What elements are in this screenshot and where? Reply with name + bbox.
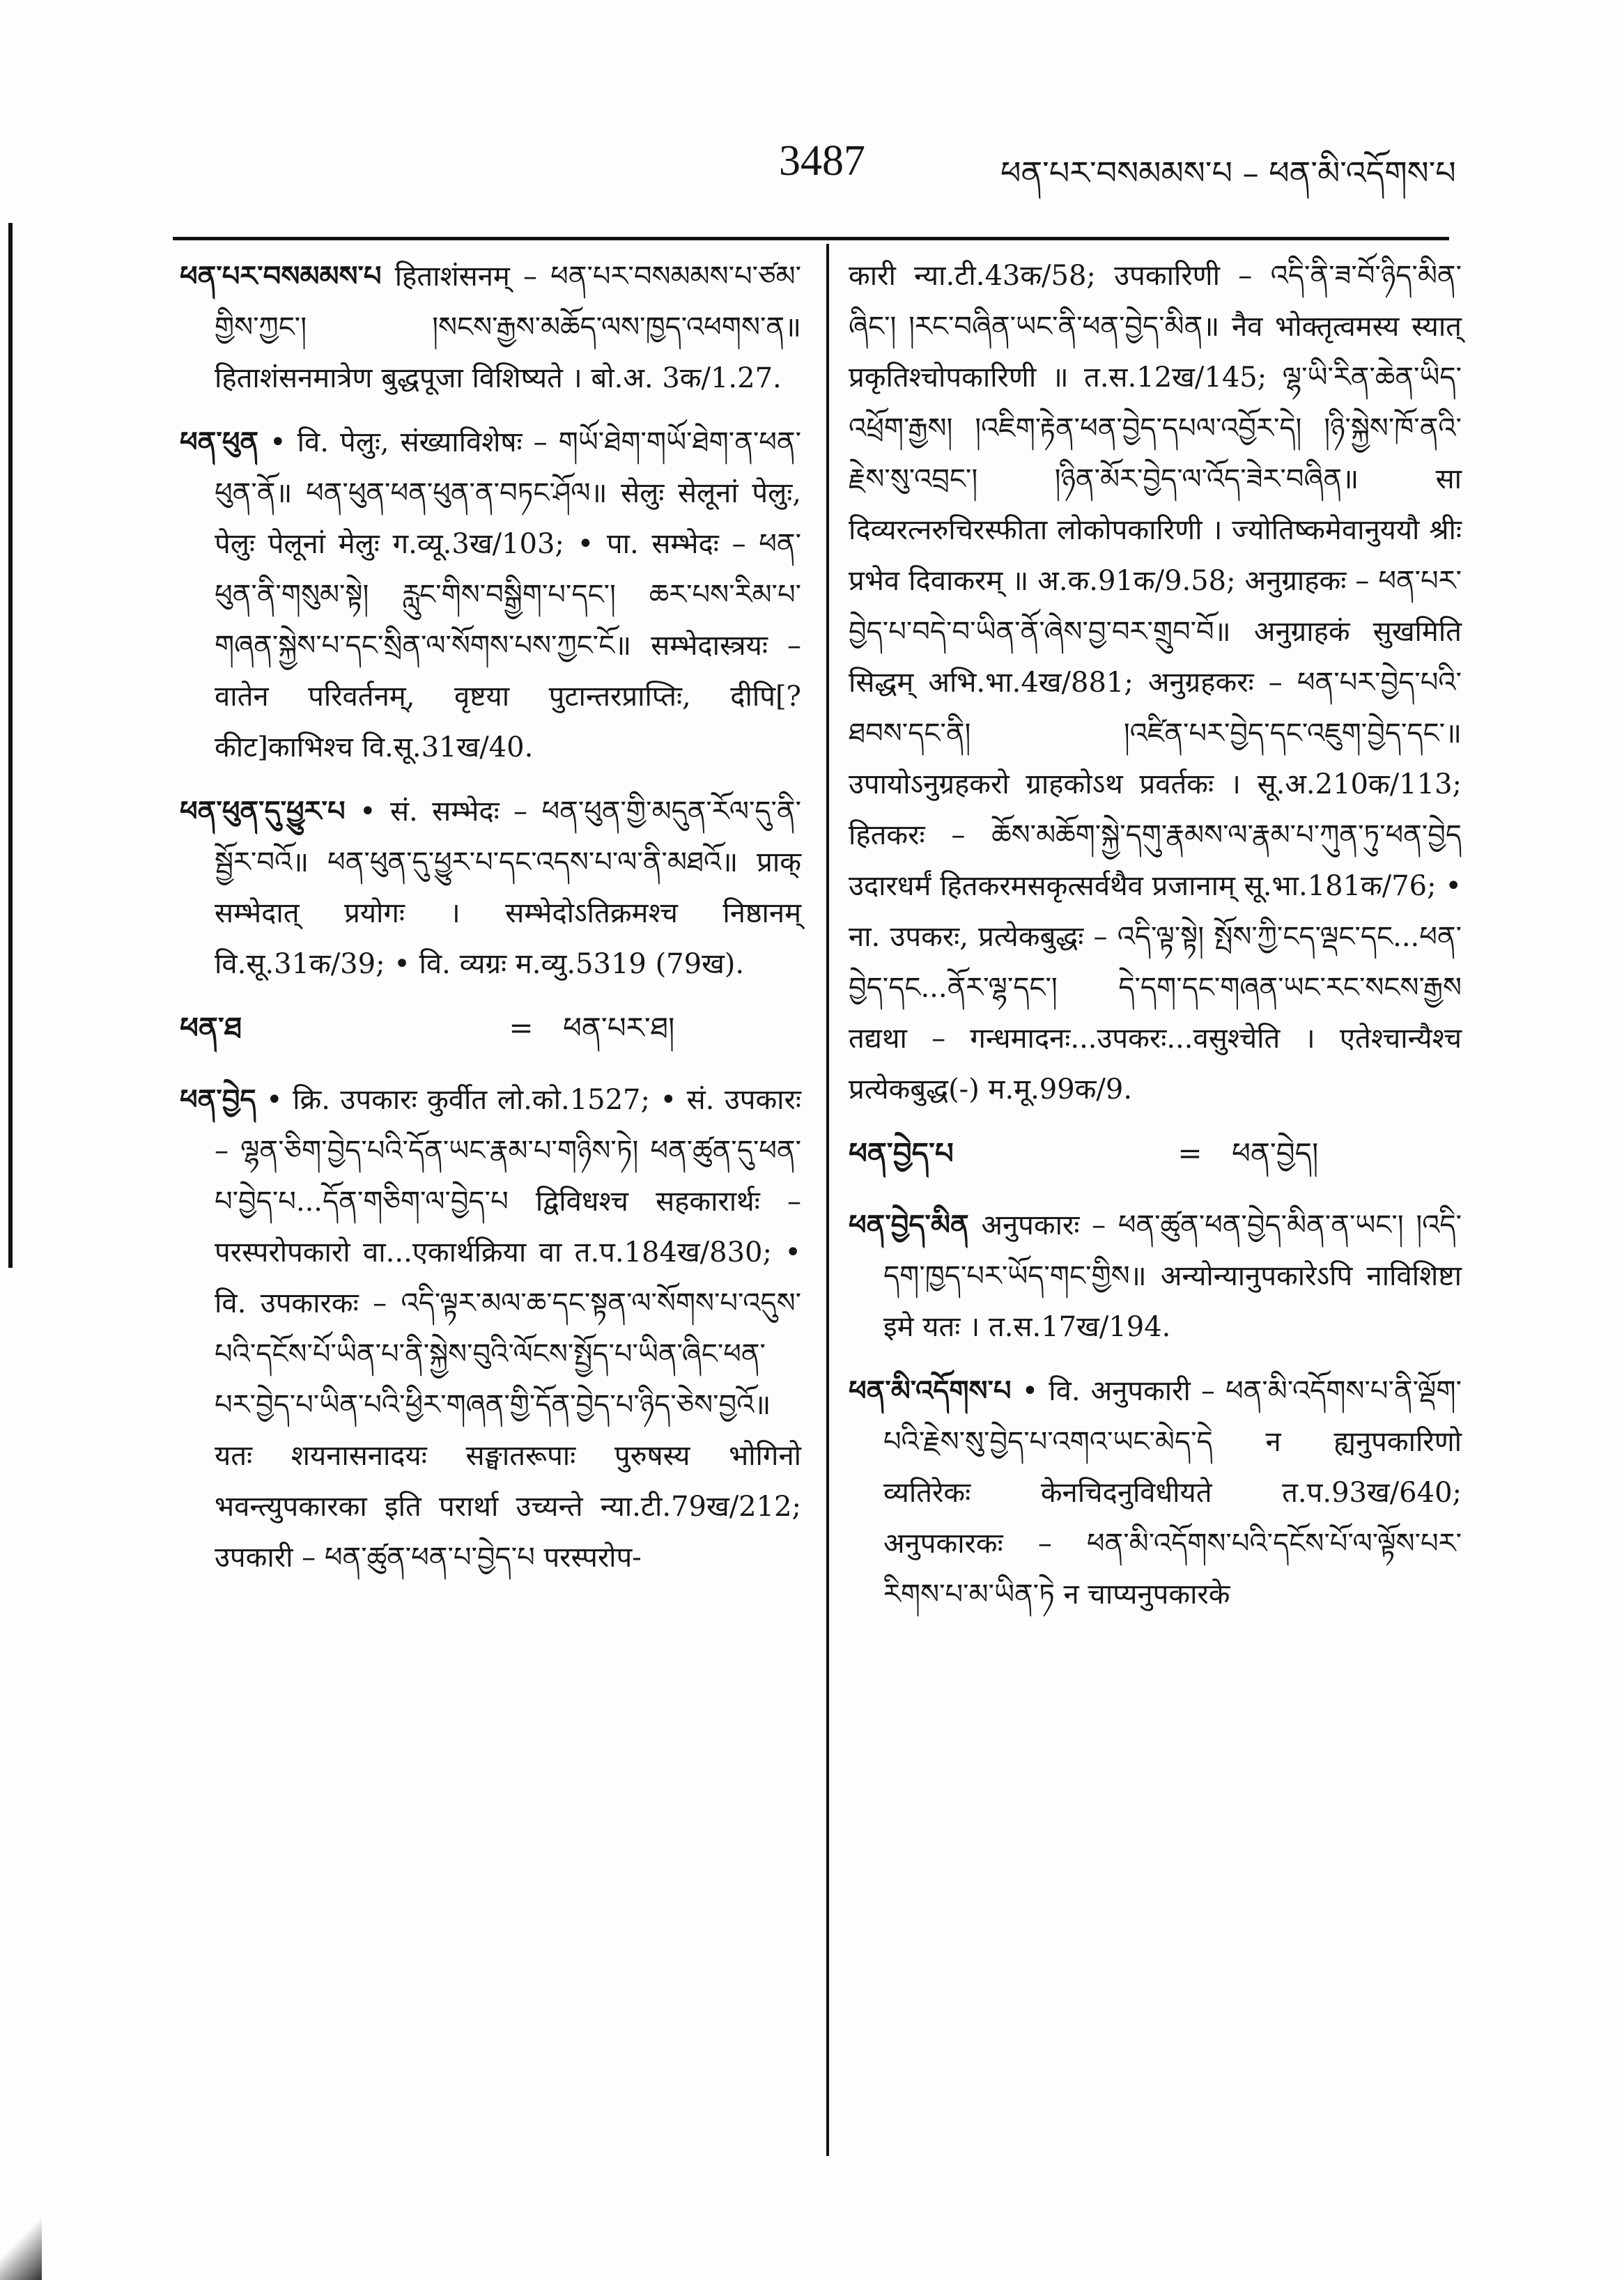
entry-body: • क्रि. उपकारः कुर्वीत लो.को.1527; • सं. उपकारः – ལྷན་ཅིག་བྱེད་པའི་དོན་ཡང་རྣམ་པ་གཉིས་ཏེ། ཕན་ཚུན་དུ་ཕན་པ་བྱེད་པ...དོན་གཅིག་ལ་བྱེད་པ द्विविधश्च सहकारार्थः – परस्परोपकारो वा...एकार्थक्रिया वा त.प.184ख/830; • वि. उपकारकः – འདི་ལྟར་མལ་ཆ་དང་སྟན་ལ་སོགས་པ་འདུས་པའི་དངོས་པོ་ཡིན་པ་ནི་སྐྱེས་བུའི་ལོངས་སྤྱོད་པ་ཡིན་ཞིང་ཕན་པར་བྱེད་པ་ཡིན་པའི་ཕྱིར་གཞན་གྱི་དོན་བྱེད་པ་ཉིད་ཅེས་བྱའོ॥ यतः शयनासनादयः सङ्घातरूपाः पुरुषस्य भोगिनो भवन्त्युपकारका इति परार्था उच्यन्ते न्या.टी.79ख/212; उपकारी – ཕན་ཚུན་ཕན་པ་བྱེད་པ परस्परोप-: [215, 1084, 801, 1574]
cross-reference-target: ཕན་བྱེད།: [1232, 1136, 1319, 1170]
scan-edge-mark: [8, 223, 13, 1268]
dictionary-entry: [180, 1074, 801, 1583]
entry-headword: ཕན་ཕུན་དུ་ཕྱུར་པ: [180, 795, 346, 828]
entry-body: अनुपकारः – ཕན་ཚུན་ཕན་བྱེད་མིན་ན་ཡང་། །འདི་དག་ཁྱད་པར་ཡོད་གང་གྱིས॥ अन्योन्यानुपकारेऽपि नाविशिष्टा इमे यतः । त.स.17ख/194.: [883, 1209, 1462, 1343]
dictionary-entry: [180, 251, 801, 404]
cross-reference-term: ཕན་བྱེད་པ: [849, 1136, 954, 1170]
dictionary-entry-continued: [849, 251, 1462, 1115]
cross-reference-target: ཕན་པར་ཐ།: [563, 1011, 675, 1045]
cross-reference: [180, 1002, 801, 1053]
entry-body: • वि. पेलुः, संख्याविशेषः – གཡོ་ཐེག་གཡོ་ཐེག་ན་ཕན་ཕུན་ནོ॥ ཕན་ཕུན་ཕན་ཕུན་ན་བཏང་ཤོལ॥ सेलुः सेलूनां पेलुः, पेलुः पेलूनां मेलुः ग.व्यू.3ख/103; • पा. सम्भेदः – ཕན་ཕུན་ནི་གསུམ་སྟེ། རླུང་གིས་བསྒྱིག་པ་དང་། ཆར་པས་རིམ་པ་གཞན་སྐྱེས་པ་དང་སྲིན་ལ་སོགས་པས་ཀྱང་ངོ॥ सम्भेदास्त्रयः – वातेन परिवर्तनम्, वृष्टया पुटान्तरप्राप्तिः, दीपि[?कीट]काभिश्च वि.सू.31ख/40.: [215, 426, 801, 763]
cross-reference-term: ཕན་ཐ: [180, 1011, 242, 1045]
entry-headword: ཕན་མི་འདོགས་པ: [849, 1374, 1012, 1407]
entry-headword: ཕན་པར་བསམམས་པ: [180, 260, 382, 293]
dictionary-entry: [849, 1365, 1462, 1620]
entry-body: हिताशंसनम् – ཕན་པར་བསམམས་པ་ཙམ་གྱིས་ཀྱང་། །སངས་རྒྱས་མཆོད་ལས་ཁྱད་འཕགས་ན॥ हिताशंसनमात्रेण बुद्धपूजा विशिष्यते । बो.अ. 3क/1.27.: [215, 261, 801, 394]
equals-sign: =: [509, 1011, 534, 1045]
running-head: ཕན་པར་བསམམས་པ – ཕན་མི་འདོགས་པ: [1000, 154, 1456, 192]
right-column: [849, 251, 1462, 1633]
scan-corner-shadow: [0, 2215, 42, 2280]
header-rule: [173, 237, 1449, 240]
cross-reference: [849, 1128, 1462, 1179]
left-column: [180, 251, 801, 1596]
entry-headword: ཕན་ཕུན: [180, 426, 259, 458]
entry-body: • सं. सम्भेदः – ཕན་ཕུན་གྱི་མདུན་རོལ་དུ་ནི་སྦྱོར་བའོ॥ ཕན་ཕུན་དུ་ཕྱུར་པ་དང་འདས་པ་ལ་ནི་མཐའོ॥ प्राक् सम्भेदात् प्रयोगः । सम्भेदोऽतिक्रमश्च निष्ठानम् वि.सू.31क/39; • वि. व्यग्रः म.व्यु.5319 (79ख).: [215, 796, 801, 980]
entry-headword: ཕན་བྱེད་མིན: [849, 1209, 969, 1241]
column-divider: [826, 244, 829, 2156]
dictionary-entry: [180, 417, 801, 773]
equals-sign: =: [1177, 1136, 1202, 1170]
entry-headword: ཕན་བྱེད: [180, 1083, 256, 1116]
entry-body: कारी न्या.टी.43क/58; उपकारिणी – འདི་ནི་ཟ་བོ་ཉིད་མིན་ཞིང་། །རང་བཞིན་ཡང་ནི་ཕན་བྱེད་མིན॥ नैव भोक्तृत्वमस्य स्यात् प्रकृतिश्चोपकारिणी ॥ त.स.12ख/145; ལྷ་ཡི་རིན་ཆེན་ཡིད་འཕྲོག་རྒྱས། །འཇིག་རྟེན་ཕན་བྱེད་དཔལ་འབྱོར་དེ། །ཉི་སྐྱེས་ཁོ་ནའི་རྗེས་སུ་འབྲང་། །ཉིན་མོར་བྱེད་ལ་འོད་ཟེར་བཞིན॥ सा दिव्यरत्नरुचिरस्फीता लोकोपकारिणी । ज्योतिष्कमेवानुययौ श्रीः प्रभेव दिवाकरम् ॥ अ.क.91क/9.58; अनुग्राहकः – ཕན་པར་བྱེད་པ་བདེ་བ་ཡིན་ནོ་ཞེས་བྱ་བར་གྲུབ་བོ॥ अनुग्राहकं सुखमिति सिद्धम् अभि.भा.4ख/881; अनुग्रहकरः – ཕན་པར་བྱེད་པའི་ཐབས་དང་ནི། །འཛིན་པར་བྱེད་དང་འཇུག་བྱེད་དང་॥ उपायोऽनुग्रहकरो ग्राहकोऽथ प्रवर्तकः । सू.अ.210क/113; हितकरः – ཆོས་མཆོག་སྐྱེ་དགུ་རྣམས་ལ་རྣམ་པ་ཀུན་ཏུ་ཕན་བྱེད उदारधर्मं हितकरमसकृत्सर्वथैव प्रजानाम् सू.भा.181क/76; • ना. उपकरः, प्रत्येकबुद्धः – འདི་ལྟ་སྟེ། སྤོས་ཀྱི་ངད་ལྡང་དང...ཕན་བྱེད་དང...ནོར་ལྷ་དང་། དེ་དག་དང་གཞན་ཡང་རང་སངས་རྒྱས तद्यथा – गन्धमादनः...उपकरः...वसुश्चेति । एतेश्चान्यैश्च प्रत्येकबुद्ध(-) म.मू.99क/9.: [849, 260, 1462, 1106]
dictionary-entry: [180, 786, 801, 990]
page-number: 3487: [779, 137, 865, 185]
dictionary-entry: [849, 1200, 1462, 1353]
entry-body: • वि. अनुपकारी – ཕན་མི་འདོགས་པ་ནི་ལྡོག་པའི་རྗེས་སུ་བྱེད་པ་འགའ་ཡང་མེད་དེ न ह्यनुपकारिणो व्यतिरेकः केनचिदनुविधीयते त.प.93ख/640; अनुपकारकः – ཕན་མི་འདོགས་པའི་དངོས་པོ་ལ་ལྟོས་པར་རིགས་པ་མ་ཡིན་ཏེ न चाप्यनुपकारके: [883, 1375, 1462, 1611]
